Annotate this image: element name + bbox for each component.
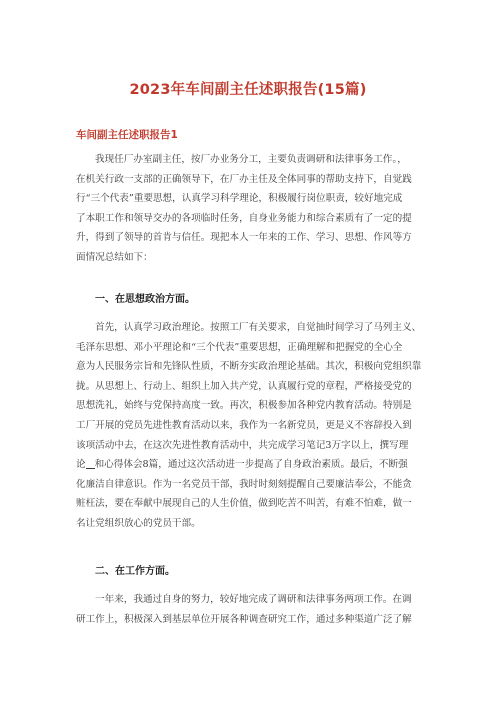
paragraph-line: 名让党组织放心的党员干部。: [76, 517, 201, 529]
work-paragraph: [76, 590, 422, 629]
paragraph-line: 该项活动中去，在这次先进性教育活动中，共完成学习笔记3万字以上，撰写理: [76, 439, 409, 451]
underline-blank: [86, 458, 95, 469]
line-text: 和心得体会8篇，通过这次活动进一步提高了自身政治素质。最后，不断强: [94, 459, 408, 471]
intro-paragraph: [76, 150, 422, 268]
political-paragraph: [76, 318, 422, 534]
paragraph-line: 面情况总结如下：: [76, 251, 153, 263]
paragraph-line: 意为人民服务宗旨和先锋队性质，不断夯实政治理论基础。其次，积极向党组织靠: [76, 361, 422, 373]
paragraph-line: 我现任厂办室副主任，按厂办业务分工，主要负责调研和法律事务工作。，: [95, 154, 407, 165]
paragraph-line: 拢。从思想上、行动上、组织上加入共产党，认真履行党的章程，严格接受党的: [76, 380, 412, 392]
paragraph-line: 化廉洁自律意识。作为一名党员干部，我时时刻刻提醒自己要廉洁奉公，不能贪: [76, 478, 412, 490]
paragraph-line: 思想洗礼，始终与党保持高度一致。再次，积极参加各种党内教育活动。特别是: [76, 400, 412, 412]
paragraph-line: 工厂开展的党员先进性教育活动以来，我作为一名新党员，更是义不容辞投入到: [76, 419, 412, 431]
paragraph-line: 赃枉法，要在奉献中展现自己的人生价值，做到吃苦不叫苦，有难不怕难，做一: [76, 498, 412, 510]
heading-political: 一、在思想政治方面。: [95, 294, 195, 305]
line-text: 论: [76, 459, 86, 471]
section-title: 车间副主任述职报告1: [76, 129, 178, 141]
paragraph-line: 升，得到了领导的首肯与信任。现把本人一年来的工作、学习、思想、作风等方: [76, 232, 412, 244]
document-title: 2023年车间副主任述职报告(15篇): [129, 82, 367, 98]
paragraph-line: 首先，认真学习政治理论。按照工厂有关要求，自觉抽时间学习了马列主义、: [95, 322, 422, 333]
paragraph-line: 在机关行政一支部的正确领导下，在厂办主任及全体同事的帮助支持下，自觉践: [76, 173, 412, 185]
heading-work: 二、在工作方面。: [95, 566, 175, 577]
paragraph-line: 毛泽东思想、邓小平理论和“三个代表”重要思想，正确理解和把握党的全心全: [76, 341, 403, 353]
paragraph-line: 了本职工作和领导交办的各项临时任务，自身业务能力和综合素质有了一定的提: [76, 212, 412, 224]
paragraph-line: [76, 455, 422, 475]
paragraph-line: 一年来，我通过自身的努力，较好地完成了调研和法律事务两项工作。在调: [95, 594, 412, 605]
paragraph-line: 研工作上，积极深入到基层单位开展各种调查研究工作，通过多种渠道广泛了解: [76, 613, 412, 625]
paragraph-line: 行“三个代表”重要思想，认真学习科学理论，积极履行岗位职责，较好地完成: [76, 193, 403, 205]
